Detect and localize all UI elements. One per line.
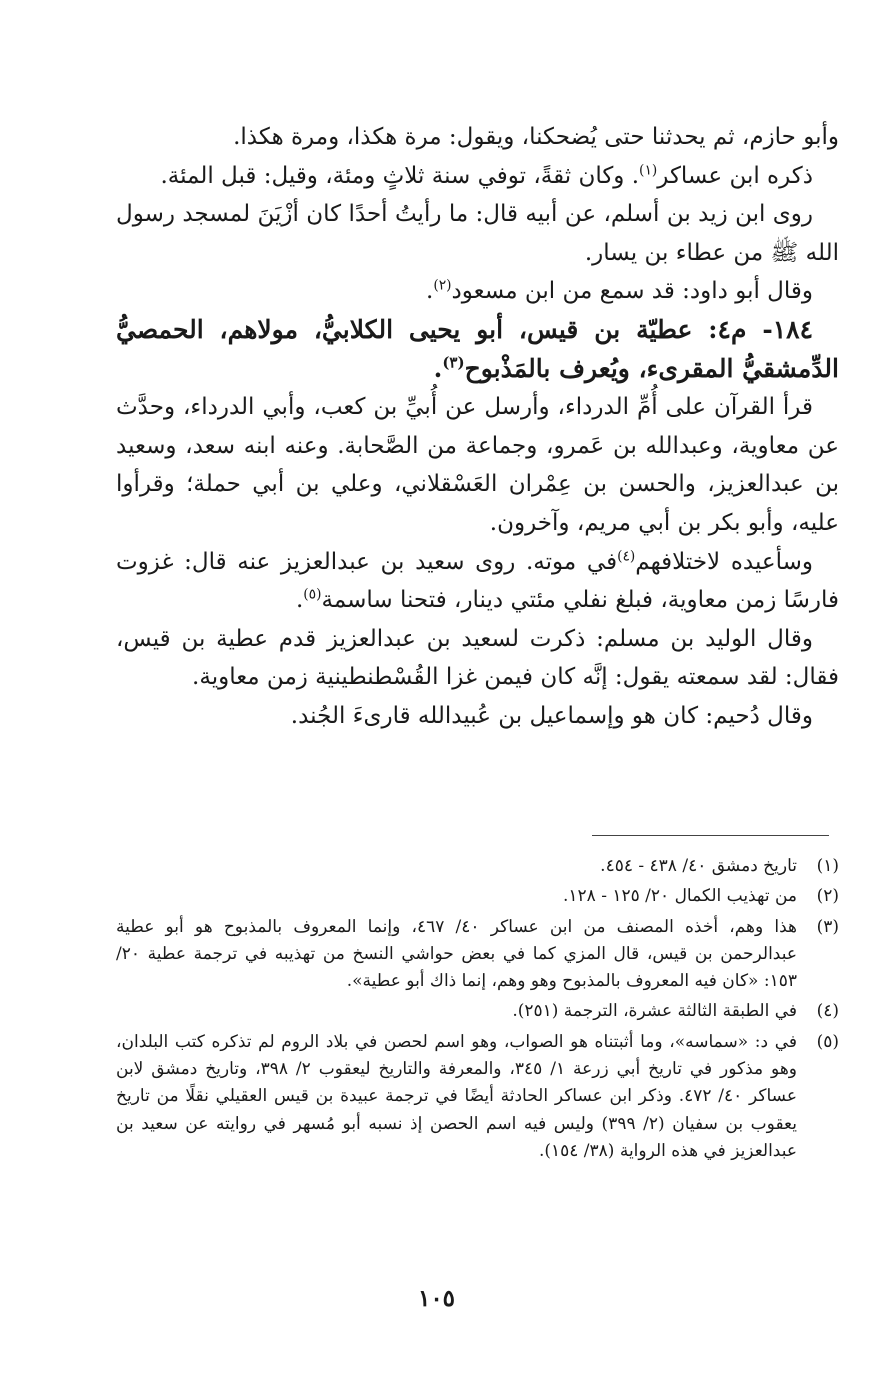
footnotes <box>116 853 839 1168</box>
main-text <box>116 118 839 736</box>
paragraph-2-text: ذكره ابن عساكر <box>657 162 813 189</box>
paragraph-6-text-mid: في موته. روى سعيد بن عبدالعزيز عنه قال: غزوت فارسًا زمن معاوية، فبلغ نفلي مئتي دينار، فتحنا ساسمة <box>116 548 839 614</box>
paragraph-6 <box>116 543 839 620</box>
footnote-text: من تهذيب الكمال ٢٠/ ١٢٥ - ١٢٨. <box>562 886 797 907</box>
paragraph-3: روى ابن زيد بن أسلم، عن أبيه قال: ما رأيتُ أحدًا كان أزْيَنَ لمسجد رسول الله ﷺ من عطاء بن يسار. <box>116 201 839 266</box>
footnote-5 <box>116 1029 839 1165</box>
footnote-4 <box>116 998 839 1025</box>
paragraph-5: قرأ القرآن على أُمِّ الدرداء، وأرسل عن أُبيِّ بن كعب، وأبي الدرداء، وحدَّث عن معاوية، وعبدالله بن عَمرو، وجماعة من الصَّحابة. وعنه ابنه سعد، وسعيد بن عبدالعزيز، والحسن بن عِمْران العَسْقلاني، وعلي بن أبي حملة؛ وقرأوا عليه، وأبو بكر بن أبي مريم، وآخرون. <box>116 394 839 536</box>
paragraph-2-text-end: . وكان ثقةً، توفي سنة ثلاثٍ ومئة، وقيل: قبل المئة. <box>160 162 640 189</box>
paragraph-6-text-end: . <box>295 587 304 614</box>
footnote-ref-5[interactable]: (٥) <box>303 586 322 603</box>
footnote-ref-3[interactable]: (٣) <box>442 353 465 372</box>
footnote-text: هذا وهم، أخذه المصنف من ابن عساكر ٤٠/ ٤٦٧، وإنما المعروف بالمذبوح هو أبو عطية عبدالرحمن بن قيس، قال المزي كما في بعض حواشي النسخ من تهذيبه في ترجمة عطية ٢٠/ ١٥٣: «كان فيه المعروف بالمذبوح وهو وهم، إنما ذاك أبو عطية». <box>116 916 797 992</box>
paragraph-4-text-end: . <box>426 278 434 305</box>
entry-heading-text: ١٨٤- م٤: عطيّة بن قيس، أبو يحيى الكلابيُّ، مولاهم، الحمصيُّ الدِّمشقيُّ المقرىء، ويُعرف بالمَذْبوح <box>116 314 839 383</box>
footnote-number: (٥) <box>816 1031 839 1052</box>
footnote-ref-2[interactable]: (٢) <box>433 277 452 294</box>
footnote-1 <box>116 853 839 880</box>
footnote-ref-4[interactable]: (٤) <box>617 547 636 564</box>
footnote-ref-1[interactable]: (١) <box>639 161 658 178</box>
footnote-text: في الطبقة الثالثة عشرة، الترجمة (٢٥١). <box>512 1001 797 1022</box>
paragraph-4 <box>116 272 839 311</box>
entry-heading-end: . <box>433 353 443 383</box>
footnote-number: (٢) <box>816 886 839 907</box>
footnote-number: (١) <box>816 856 839 876</box>
footnote-text: تاريخ دمشق ٤٠/ ٤٣٨ - ٤٥٤. <box>600 856 797 876</box>
footnote-2 <box>116 883 839 910</box>
paragraph-8: وقال دُحيم: كان هو وإسماعيل بن عُبيدالله قارىءَ الجُند. <box>290 702 813 729</box>
paragraph-6-text: وسأعيده لاختلافهم <box>635 548 813 575</box>
footnote-number: (٤) <box>816 1001 839 1022</box>
footnote-text: في د: «سماسه»، وما أثبتناه هو الصواب، وهو اسم لحصن في بلاد الروم لم تذكره كتب البلدان، وهو مذكور في تاريخ أبي زرعة ١/ ٣٤٥، والمعرفة والتاريخ ليعقوب ٢/ ٣٩٨، وتاريخ دمشق لابن عساكر ٤٠/ ٤٧٢. وذكر ابن عساكر الحادثة أيضًا في ترجمة عبيدة بن قيس العقيلي نقلًا من تاريخ يعقوب بن سفيان (٢/ ٣٩٩) وليس فيه اسم الحصن إذ نسبه أبو مُسهر في روايته عن سعيد بن عبدالعزيز في هذه الرواية (٣٨/ ١٥٤). <box>116 1031 797 1161</box>
paragraph-1: وأبو حازم، ثم يحدثنا حتى يُضحكنا، ويقول: مرة هكذا، ومرة هكذا. <box>233 124 839 150</box>
footnote-number: (٣) <box>816 916 839 937</box>
page-number: ١٠٥ <box>417 1285 456 1312</box>
footnote-3 <box>116 914 839 996</box>
paragraph-2 <box>116 157 839 196</box>
paragraph-7: وقال الوليد بن مسلم: ذكرت لسعيد بن عبدالعزيز قدم عطية بن قيس، فقال: لقد سمعته يقول: إنَّه كان فيمن غزا القُسْطنطينية زمن معاوية. <box>116 625 839 691</box>
paragraph-4-text: وقال أبو داود: قد سمع من ابن مسعود <box>451 278 813 305</box>
entry-heading <box>116 311 839 388</box>
footnote-separator <box>592 835 829 836</box>
